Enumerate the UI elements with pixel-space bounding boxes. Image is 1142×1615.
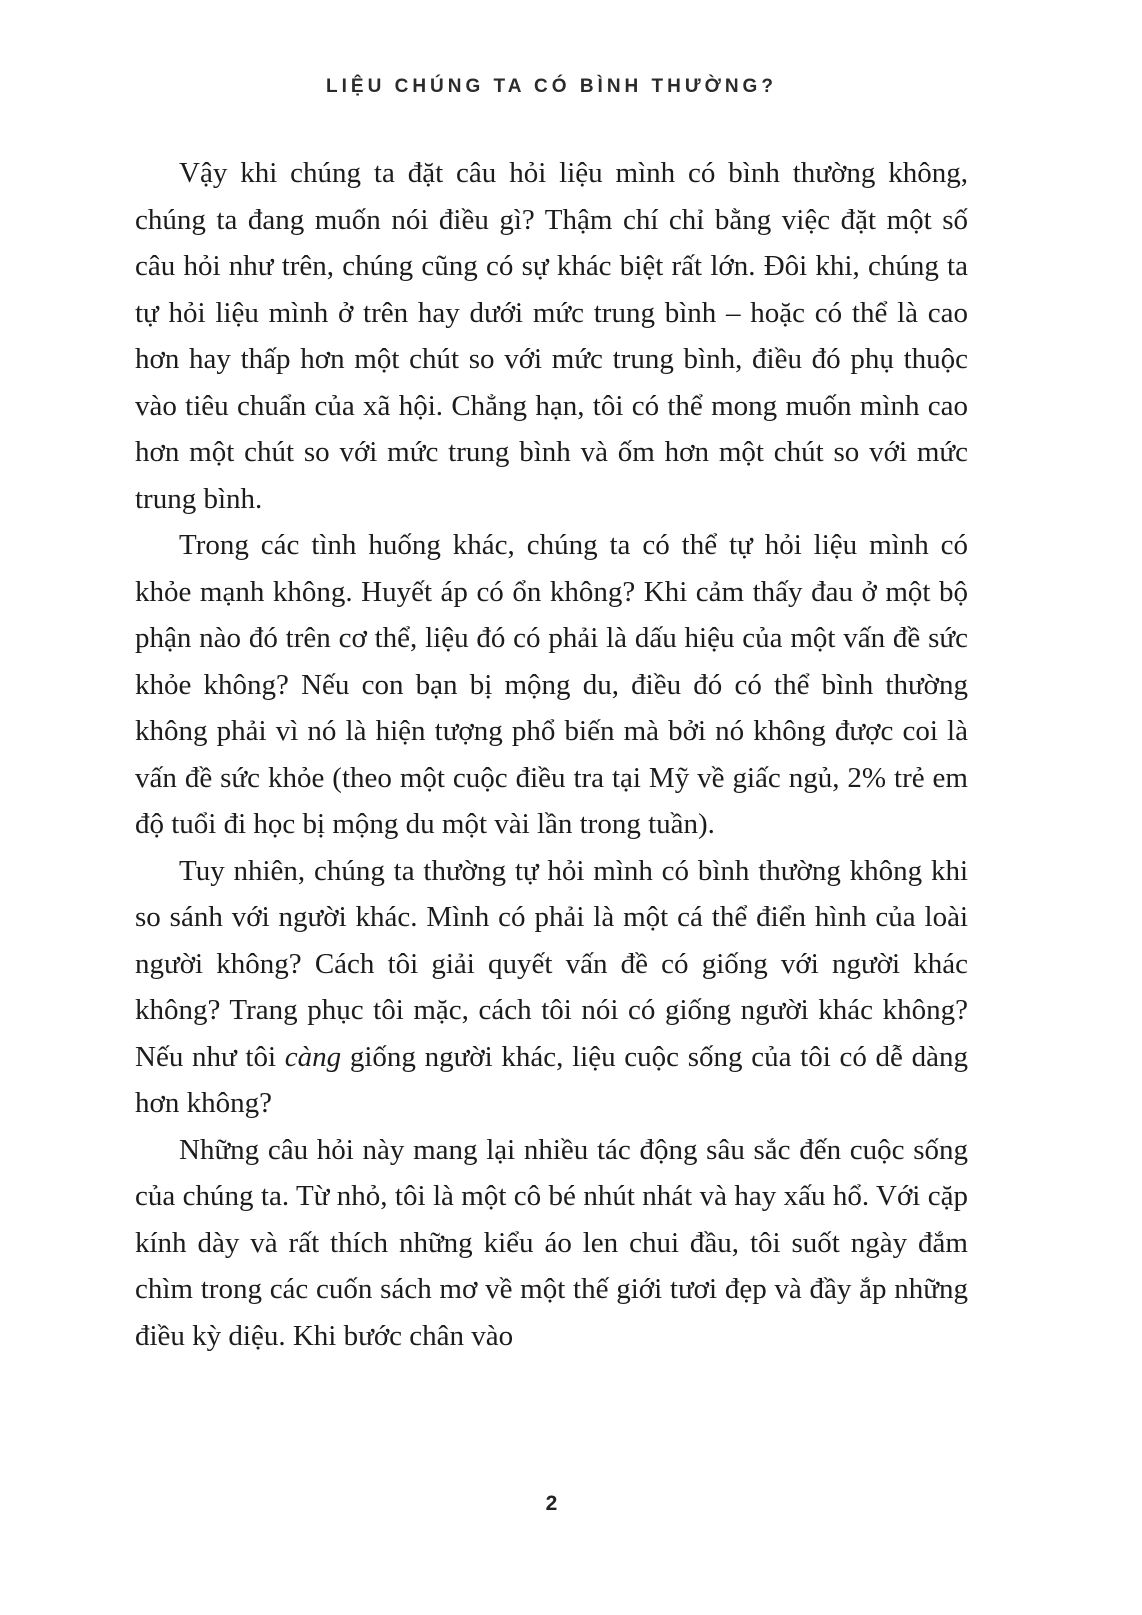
running-header: LIỆU CHÚNG TA CÓ BÌNH THƯỜNG? — [326, 76, 777, 97]
page-number: 2 — [545, 1492, 558, 1515]
italic-text-run: càng — [284, 1040, 342, 1073]
text-run: Vậy khi chúng ta đặt câu hỏi liệu mình có bình thường không, chúng ta đang muốn nói điều gì? Thậm chí chỉ bằng việc đặt một số câu hỏi như trên, chúng cũng có sự khác biệt rất lớn. Đôi khi, chúng ta tự hỏi liệu mình ở trên hay dưới mức trung bình – hoặc có thể là cao hơn hay thấp hơn một chút so với mức trung bình, điều đó phụ thuộc vào tiêu chuẩn của xã hội. Chẳng hạn, tôi có thể mong muốn mình cao hơn một chút so với mức trung bình và ốm hơn một chút so với mức trung bình. — [135, 157, 968, 515]
paragraph — [135, 522, 968, 848]
text-run: Tuy nhiên, chúng ta thường tự hỏi mình có bình thường không khi so sánh với người khác. Mình có phải là một cá thể điển hình của loài người không? Cách tôi giải quyết vấn đề có giống với người khác không? Trang phục tôi mặc, cách tôi nói có giống người khác không? Nếu như tôi — [135, 854, 968, 1073]
paragraph — [135, 150, 968, 522]
text-run: giống người khác, liệu cuộc sống của tôi có dễ dàng hơn không? — [135, 1040, 968, 1119]
paragraph — [135, 848, 968, 1127]
text-run: Trong các tình huống khác, chúng ta có thể tự hỏi liệu mình có khỏe mạnh không. Huyết áp có ổn không? Khi cảm thấy đau ở một bộ phận nào đó trên cơ thể, liệu đó có phải là dấu hiệu của một vấn đề sức khỏe không? Nếu con bạn bị mộng du, điều đó có thể bình thường không phải vì nó là hiện tượng phổ biến mà bởi nó không được coi là vấn đề sức khỏe (theo một cuộc điều tra tại Mỹ về giấc ngủ, 2% trẻ em độ tuổi đi học bị mộng du một vài lần trong tuần). — [135, 529, 968, 840]
text-run: Những câu hỏi này mang lại nhiều tác động sâu sắc đến cuộc sống của chúng ta. Từ nhỏ, tôi là một cô bé nhút nhát và hay xấu hổ. Với cặp kính dày và rất thích những kiểu áo len chui đầu, tôi suốt ngày đắm chìm trong các cuốn sách mơ về một thế giới tươi đẹp và đầy ắp những điều kỳ diệu. Khi bước chân vào — [135, 1133, 968, 1352]
paragraph — [135, 1127, 968, 1360]
body-text — [135, 150, 968, 1359]
